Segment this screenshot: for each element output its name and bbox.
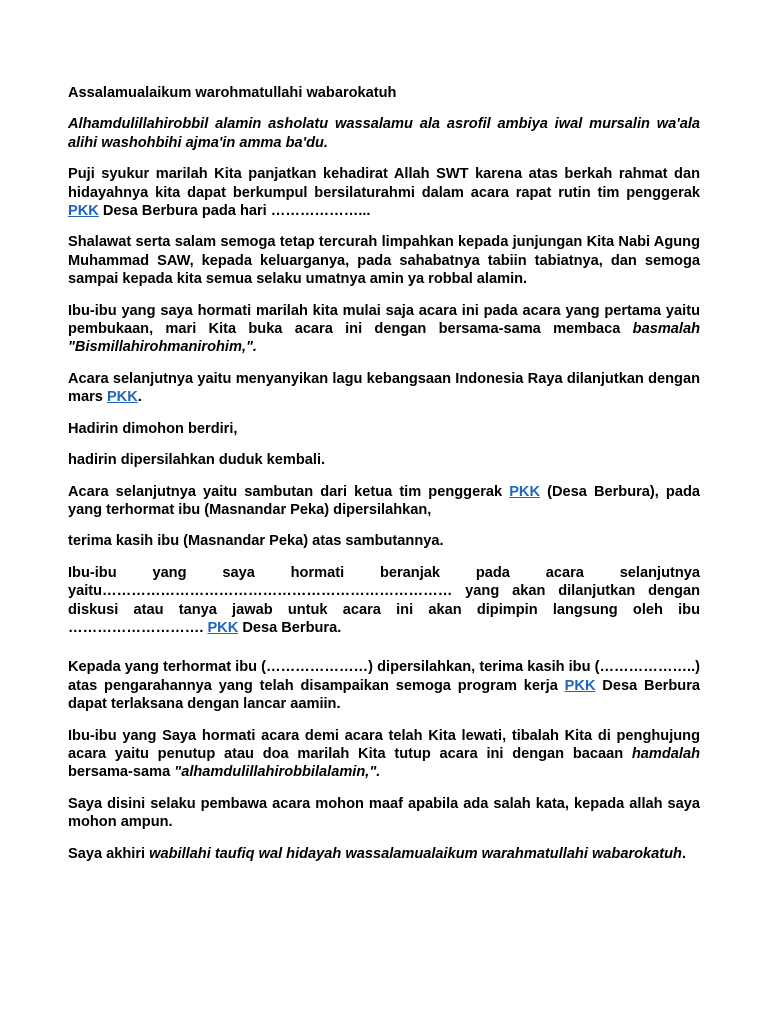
paragraph-discussion (68, 564, 700, 638)
paragraph-opening-text: Ibu-ibu yang saya hormati marilah kita mulai saja acara ini pada acara yang pertama yaitu pembukaan, mari Kita buka acara ini dengan bersama-sama membaca (68, 302, 700, 338)
paragraph-opening-event (68, 302, 700, 357)
opening-praise: Alhamdulillahirobbil alamin asholatu wassalamu ala asrofil ambiya iwal mursalin wa'ala alihi washohbihi ajma'in amma ba'du. (68, 116, 700, 151)
paragraph-anthem-tail: . (137, 389, 142, 406)
alhamdulillah-text: "alhamdulillahirobbilalamin,". (174, 764, 381, 781)
pkk-link[interactable]: PKK (68, 203, 99, 220)
basmalah-text: basmalah "Bismillahirohmanirohim,". (68, 321, 700, 356)
paragraph-apology: Saya disini selaku pembawa acara mohon maaf apabila ada salah kata, kepada allah saya mohon ampun. (68, 795, 700, 831)
paragraph-discussion-text: Ibu-ibu yang saya hormati beranjak pada acara selanjutnya yaitu……………………………………………………………… yang akan dilanjutkan dengan diskusi atau tanya jawab untuk acara ini akan dipimpin langsung oleh ibu ………………………. (68, 564, 700, 636)
paragraph-farewell-text: Saya akhiri (68, 845, 150, 862)
paragraph-stand: Hadirin dimohon berdiri, (68, 420, 238, 437)
paragraph-briefing-tail: Desa Berbura dapat terlaksana dengan lancar aamiin. (68, 677, 700, 713)
hamdalah-text: hamdalah (631, 745, 700, 762)
paragraph-closing (68, 727, 700, 782)
pkk-link[interactable]: PKK (106, 389, 138, 406)
document-page (68, 84, 700, 876)
paragraph-shalawat: Shalawat serta salam semoga tetap tercurah limpahkan kepada junjungan Kita Nabi Agung Muhammad SAW, kepada keluarganya, pada sahabatnya tabiin tabiatnya, dan semoga sampai kepada kita semua selaku umatnya amin ya robbal alamin. (68, 234, 700, 288)
paragraph-gratitude (68, 165, 700, 220)
paragraph-speech-tail: (Desa Berbura), pada yang terhormat ibu (Masnandar Peka) dipersilahkan, (68, 483, 700, 518)
paragraph-anthem (68, 370, 700, 407)
farewell-greeting: wabillahi taufiq wal hidayah wassalamualaikum warahmatullahi wabarokatuh (149, 845, 682, 862)
paragraph-briefing-text: Kepada yang terhormat ibu (…………………) dipersilahkan, terima kasih ibu (………………..) atas pengarahannya yang telah disampaikan semoga program kerja (68, 659, 700, 694)
paragraph-closing-text: Ibu-ibu yang Saya hormati acara demi acara telah Kita lewati, tibalah Kita di penghujung acara yaitu penutup atau doa marilah Kita tutup acara ini dengan bacaan (68, 727, 700, 762)
paragraph-speech (68, 483, 700, 520)
paragraph-farewell (68, 845, 700, 863)
paragraph-farewell-tail: . (681, 845, 687, 862)
paragraph-thanks-speech: terima kasih ibu (Masnandar Peka) atas sambutannya. (68, 533, 444, 550)
pkk-link[interactable]: PKK (207, 619, 239, 636)
pkk-link[interactable]: PKK (509, 483, 541, 500)
paragraph-sit: hadirin dipersilahkan duduk kembali. (68, 452, 326, 469)
paragraph-closing-mid: bersama-sama (68, 764, 175, 781)
paragraph-briefing (68, 658, 700, 713)
paragraph-anthem-text: Acara selanjutnya yaitu menyanyikan lagu kebangsaan Indonesia Raya dilanjutkan dengan mars (68, 370, 700, 406)
pkk-link[interactable]: PKK (564, 677, 596, 694)
opening-greeting: Assalamualaikum warohmatullahi wabarokatuh (68, 85, 397, 101)
paragraph-gratitude-text: Puji syukur marilah Kita panjatkan kehadirat Allah SWT karena atas berkah rahmat dan hidayahnya kita dapat berkumpul bersilaturahmi dalam acara rapat rutin tim penggerak (68, 166, 700, 201)
paragraph-gratitude-tail: Desa Berbura pada hari ………………... (98, 203, 371, 220)
paragraph-discussion-tail: Desa Berbura. (238, 619, 342, 636)
paragraph-speech-text: Acara selanjutnya yaitu sambutan dari ketua tim penggerak (68, 483, 510, 500)
